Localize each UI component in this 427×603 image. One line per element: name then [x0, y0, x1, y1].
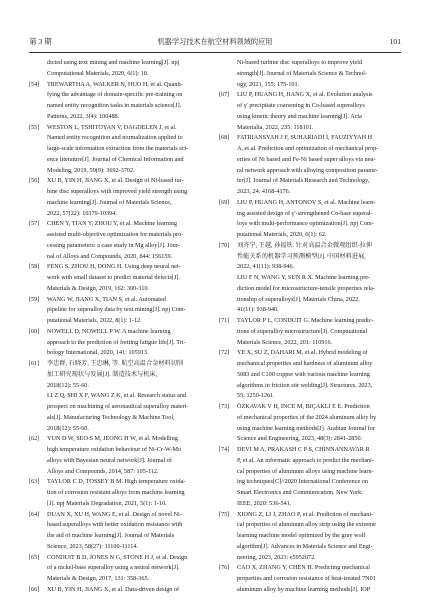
reference-line [219, 348, 397, 359]
reference-line: of a nickel-base superalloy using a neural network[J]. [47, 564, 180, 572]
reference-line: 41(11): 938-946. [237, 306, 279, 314]
reference-line [219, 90, 397, 101]
reference-text: TREWARTHA A, WALKER N, HUO H, et al. Quanti- [47, 80, 183, 88]
issue-number: 第 3 期 [29, 37, 52, 46]
reference-entry [29, 176, 207, 219]
reference-text: CAO X, ZHANG Y, CHEN H. Predicting mechanical [237, 564, 371, 572]
reference-line: Computational Materials, 2020, 6(1): 18. [47, 69, 149, 77]
reference-line [219, 402, 397, 413]
page-number: 101 [389, 37, 401, 46]
reference-number: [76] [219, 564, 230, 572]
reference-number: [58] [29, 263, 40, 271]
reference-line: Materials & Design, 2017, 131: 358-365. [47, 575, 150, 582]
reference-number: [56] [29, 177, 40, 185]
reference-line: 2018(12): 55-60. [47, 381, 89, 389]
reference-text: TAYLOR C D, TOSSEY B M. High temperature oxida- [47, 478, 186, 486]
reference-number: [70] [219, 241, 230, 249]
reference-number: [57] [29, 220, 40, 228]
reference-line [29, 585, 207, 596]
reference-entry [29, 477, 207, 509]
running-title: 机器学习技术在航空材料领域的应用 [157, 37, 273, 46]
reference-line: fying the advantage of domain-specific pre-training on [47, 91, 183, 99]
reference-line: LI Z Q, SHI X F, WANG Z K, et al. Research status and [47, 392, 187, 400]
reference-entry [219, 90, 397, 133]
reference-line: Patterns, 2022, 3(4): 100488. [47, 112, 120, 120]
reference-entry [29, 510, 207, 553]
reference-line: Smart Electronics and Communication. New York: [237, 489, 363, 496]
reference-line: 加工研究现状与发展[J]. 制造技术与机床, [47, 370, 158, 378]
reference-line: tionship of superalloys[J]. Materials China, 2022, [237, 295, 360, 303]
reference-number: [60] [29, 327, 40, 335]
reference-line: 2022, 57(22): 10379-10394. [47, 209, 117, 217]
reference-line: approach to the prediction of fretting fatigue life[J]. Tri- [47, 338, 186, 346]
reference-text: LIU P, HUANG H, ANTONOV S, et al. Machine learn- [237, 198, 376, 206]
reference-line [219, 510, 397, 521]
reference-text: NOWELL D, NOWELL P W. A machine learning [47, 327, 171, 335]
reference-continuation [219, 58, 397, 90]
reference-line: of mechanical properties of the 2024 aluminum alloy by [237, 413, 377, 421]
reference-number: [63] [29, 478, 40, 486]
reference-line: of γ′ precipitate coarsening in Co-based superalloys [237, 102, 365, 109]
header-rule [29, 52, 401, 53]
reference-text: LIU P, HUANG H, JIANG X, et al. Evolution analysis [237, 91, 373, 99]
reference-entry [219, 348, 397, 402]
reference-text: DUAN X, XU H, WANG E, et al. Design of novel Ni- [47, 510, 182, 518]
reference-text: FATRIANSYAH J F, SUHARIADI I, FAUZIYYAH H [237, 134, 373, 142]
reference-text: CONDUIT B D, JONES N G, STONE H J, et al. Design [47, 553, 188, 561]
reference-line: [J]. npj Materials Degradation, 2021, 5(1): 1-10. [47, 499, 167, 507]
reference-line: learning machine model optimized by the gray wolf [237, 532, 366, 539]
reference-text: YE X, SU Z, DAHARI M, et al. Hybrid modeling of [237, 349, 368, 357]
reference-entry [219, 510, 397, 564]
reference-line [29, 477, 207, 488]
reference-line: Science, 2023, 58(27): 11100-11114. [47, 542, 138, 550]
reference-line [29, 295, 207, 306]
reference-line: alloys with Bayesian neural network[J]. Journal of [47, 456, 172, 464]
reference-line: 2022, 41(11): 938-946. [237, 263, 295, 271]
reference-line: IEEE, 2020: 536-541. [237, 499, 292, 507]
reference-number: [67] [219, 91, 230, 99]
reference-line: tions of superalloy microstructure[J]. Computational [237, 327, 368, 335]
reference-line: als[J]. Manufacturing Technology & Machine Tool, [47, 413, 175, 421]
reference-line: 55: 1250-1261. [237, 392, 275, 400]
reference-text: 刘齐宁, 王越, 孙福铁. 针对高温合金微观组织-拉伸 [237, 241, 373, 249]
reference-line: using machine learning methods[J]. Arabian Journal for [237, 424, 375, 432]
reference-line [29, 262, 207, 273]
reference-entry [29, 434, 207, 477]
reference-line: ogy, 2023, 155: 175-191. [237, 80, 300, 88]
reference-number: [62] [29, 435, 40, 443]
reference-text: XU B, YIN H, JIANG X, et al. Data-driven design of [47, 585, 180, 593]
reference-entry [29, 219, 207, 262]
reference-number: [54] [29, 80, 40, 88]
reference-number: [66] [29, 585, 40, 593]
reference-entry [29, 553, 207, 585]
reference-text: DEVI M A, PRAKASH C P S, CHINNANNAVAR R [237, 446, 370, 453]
reference-line [29, 553, 207, 564]
reference-line: ing techniques[C]//2020 International Conference on [237, 478, 368, 486]
reference-line: Alloys and Compounds, 2014, 587: 105-112. [47, 467, 159, 475]
reference-line: Materials & Design, 2019, 162: 300-310. [47, 284, 150, 292]
reference-line: machine learning[J]. Journal of Materials Science, [47, 198, 172, 206]
reference-number: [61] [29, 360, 40, 367]
reference-line [29, 434, 207, 445]
reference-line [219, 445, 397, 456]
reference-entry [29, 80, 207, 123]
reference-line: diction model for microstructure-tensile properties rela- [237, 284, 375, 292]
reference-number: [72] [219, 349, 230, 357]
reference-number: [69] [219, 198, 230, 206]
reference-line [219, 198, 397, 209]
reference-entry [29, 327, 207, 359]
reference-line: using kinetic theory and machine learning[J]. Acta [237, 112, 362, 120]
reference-line: high temperature oxidation behaviour of Ni-Cr-W-Mo [47, 446, 182, 453]
reference-line [29, 176, 207, 187]
reference-entry [219, 241, 397, 316]
reference-line: large-scale information extraction from the materials sci- [47, 145, 189, 152]
reference-line: Modeling, 2019, 59(9): 3692-3702. [47, 166, 135, 174]
reference-line: named entity recognition tasks in materials science[J]. [47, 102, 182, 109]
reference-line: strength[J]. Journal of Materials Science & Technol- [237, 69, 367, 77]
reference-entry [29, 262, 207, 294]
reference-line: 5083 and C100 copper with various machine learning [237, 370, 370, 378]
reference-line: work with small dataset to predict material defects[J]. [47, 274, 180, 281]
reference-entry [219, 402, 397, 445]
reference-number: [59] [29, 295, 40, 303]
reference-line: Ni-based turbine disc superalloys to improve yield [237, 59, 363, 66]
reference-line: ence literature[J]. Journal of Chemical Information and [47, 155, 184, 163]
reference-line: ter[J]. Journal of Materials Research and Technology, [237, 177, 370, 185]
reference-line: Materials Science, 2022, 201: 110916. [237, 338, 333, 346]
reference-line: cal properties of aluminum alloys using machine learn- [237, 467, 374, 475]
reference-entry [219, 316, 397, 348]
reference-line: based superalloys with better oxidation resistance with [47, 521, 183, 529]
reference-line: loys with multi-performance optimization[J]. npj Com- [237, 220, 374, 228]
reference-line: tion of corrosion resistant alloys from machine learning [47, 489, 185, 496]
reference-text: WANG W, JIANG X, TIAN S, et al. Automated [47, 295, 166, 303]
reference-line [29, 219, 207, 230]
reference-number: [73] [219, 403, 230, 410]
reference-text: XU B, YIN H, JIANG X, et al. Design of Ni-based tur- [47, 177, 184, 185]
reference-line: 性能关系的机器学习预测模型[J]. 中国材料进展, [237, 252, 366, 260]
reference-line: the aid of machine learning[J]. Journal of Materials [47, 532, 175, 539]
reference-line: 2018(12): 55-60. [47, 424, 89, 432]
reference-number: [71] [219, 317, 230, 324]
reference-line: neering, 2023, 2023: e5952072. [237, 553, 316, 561]
reference-line: ral network approach with alloying composition parame- [237, 166, 378, 174]
reference-line: pipeline for superalloy data by text mining[J]. npj Com- [47, 306, 186, 314]
reference-line [219, 133, 397, 144]
reference-line: mechanical properties and hardness of aluminum alloy [237, 360, 373, 367]
reference-number: [64] [29, 510, 40, 518]
reference-line [29, 510, 207, 521]
reference-line [219, 563, 397, 574]
reference-line [219, 316, 397, 327]
reference-line: LIU F N, WANG Y, SUN R X. Machine learning pre- [237, 274, 371, 281]
reference-line: ing assisted design of γ′-strengthened Co-base superal- [237, 209, 373, 217]
reference-line: algorithms in friction stir welding[J]. Structures, 2023, [237, 381, 373, 389]
reference-entry [219, 198, 397, 241]
reference-number: [74] [219, 446, 230, 453]
reference-line: cal properties of aluminum alloy strip using the extreme [237, 521, 376, 529]
reference-entry [29, 295, 207, 327]
reference-continuation [29, 58, 207, 80]
reference-entry [219, 133, 397, 198]
reference-line: nal of Alloys and Compounds, 2020, 844: 156159. [47, 252, 173, 260]
reference-number: [75] [219, 510, 230, 518]
reference-entry [219, 445, 397, 510]
reference-line: algorithm[J]. Advances in Materials Science and Engi- [237, 542, 373, 550]
reference-text: XIONG Z, LI J, ZHAO P, et al. Prediction of mechani- [237, 510, 374, 518]
reference-line [29, 327, 207, 338]
reference-line [29, 359, 207, 370]
reference-line: A, et al. Prediction and optimization of mechanical prop- [237, 145, 379, 152]
reference-text: 李忠群, 石晓芳, 王忠琳, 等. 航空高温合金材料切削 [47, 360, 184, 367]
reference-text: FENG S, ZHOU H, DONG H. Using deep neural net- [47, 263, 181, 271]
reference-entry [29, 585, 207, 596]
reference-line: bine disc superalloys with improved yield strength using [47, 188, 188, 195]
reference-number: [65] [29, 553, 40, 561]
reference-number: [55] [29, 123, 40, 131]
reference-text: WESTON L, TSHITOYAN V, DAGDELEN J, et al. [47, 123, 177, 131]
reference-line: Named entity recognition and normalization applied to [47, 134, 183, 142]
reference-line: properties and corrosion resistance of heat-treated 7N01 [237, 575, 376, 582]
reference-line: bology International, 2020, 141: 105913. [47, 349, 149, 357]
reference-text: TAYLOR P L, CONDUIT G. Machine learning predic- [237, 317, 374, 324]
reference-line: 2023, 24: 4168-4176. [237, 188, 291, 195]
reference-line: dicted using text mining and machine learning[J]. npj [47, 59, 180, 66]
reference-line: assisted multi-objective optimization for materials pro- [47, 231, 184, 238]
reference-entry [29, 359, 207, 434]
reference-line [29, 80, 207, 91]
reference-text: ÖZKAVAK V H, İNCE M, BIÇAKLI E E. Prediction [237, 403, 370, 410]
reference-line: Materialia, 2022, 235: 118101. [237, 123, 314, 131]
reference-line [29, 123, 207, 134]
reference-text: YUN D W, SEO S M, JEONG H W, et al. Modelling [47, 435, 178, 443]
reference-line: aluminum alloy by machine learning methods[J]. IOP [237, 585, 371, 593]
reference-text: CHEN Y, TIAN Y, ZHOU Y, et al. Machine learning [47, 220, 177, 228]
reference-line: putational Materials, 2020, 6(1): 62. [237, 231, 327, 238]
reference-line: cessing parameters: a case study in Mg alloy[J]. Jour- [47, 241, 180, 249]
reference-line: Science and Engineering, 2023, 48(3): 2841-2850. [237, 435, 363, 443]
reference-line: P, et al. An informatic approach to predict the mechani- [237, 456, 374, 464]
reference-entry [219, 563, 397, 595]
reference-column-left [29, 58, 207, 596]
reference-line: putational Materials, 2022, 8(1): 1-12. [47, 317, 142, 324]
reference-line: erties of Ni based and Fe-Ni based super alloys via neu- [237, 155, 376, 163]
reference-line: prospect on machining of aeronautical superalloy materi- [47, 403, 189, 410]
reference-entry [29, 123, 207, 177]
reference-number: [68] [219, 134, 230, 142]
reference-column-right [219, 58, 397, 596]
reference-line [219, 241, 397, 252]
page-header [29, 36, 401, 48]
